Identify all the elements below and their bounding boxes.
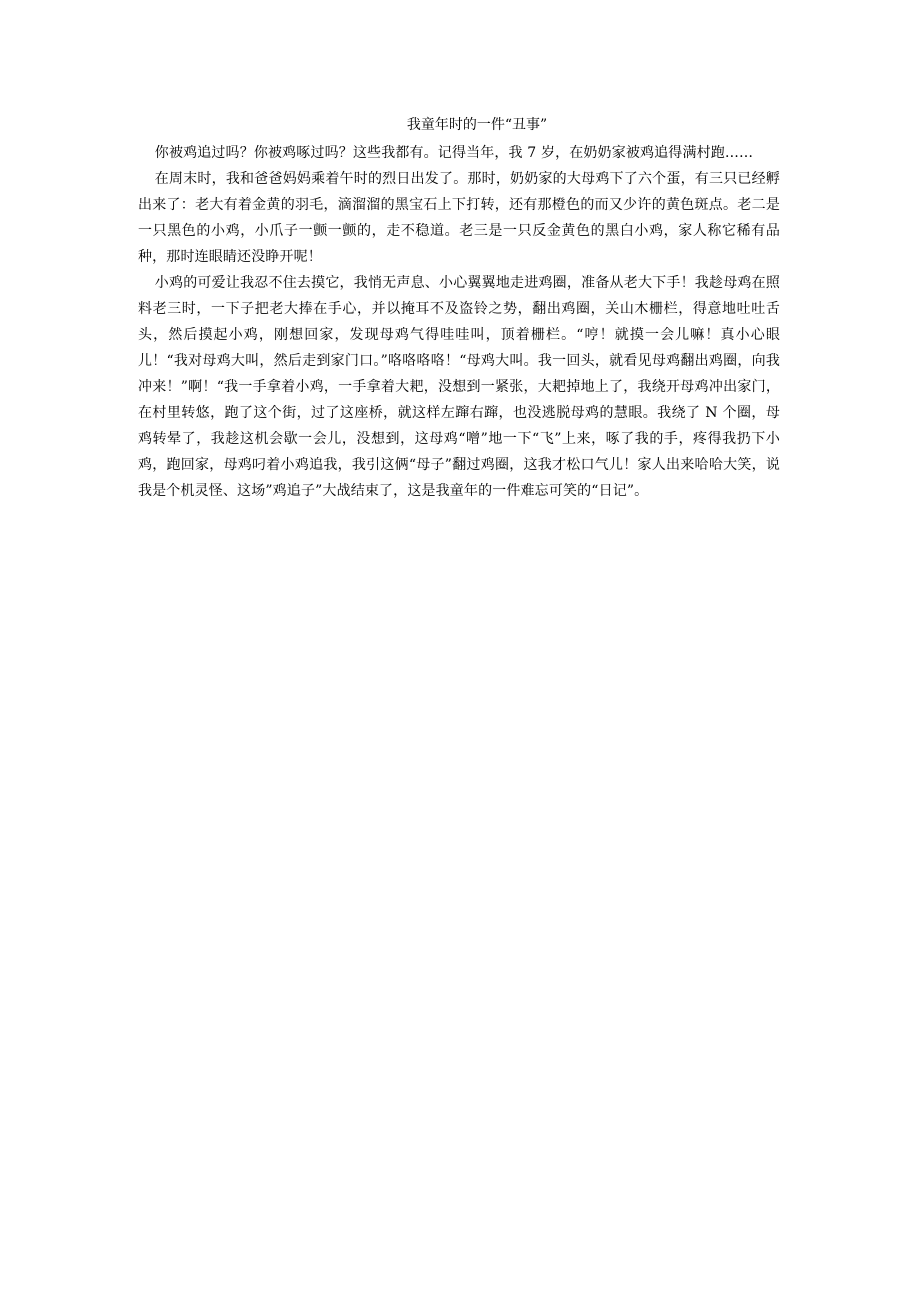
paragraph-intro: 你被鸡追过吗？你被鸡啄过吗？这些我都有。记得当年，我 7 岁，在奶奶家被鸡追得满村跑…… [154, 145, 754, 161]
document-title: 我童年时的一件“丑事” [406, 117, 548, 133]
paragraph-chase: 小鸡的可爱让我忍不住去摸它，我悄无声息、小心翼翼地走进鸡圈，准备从老大下手！我趁母鸡在照料老三时，一下子把老大捧在手心，并以掩耳不及盗铃之势，翻出鸡圈，关山木栅栏，得意地吐吐舌头，然后摸起小鸡，刚想回家，发现母鸡气得哇哇叫，顶着栅栏。“哼！就摸一会儿嘛！真小心眼儿！“我对母鸡大叫，然后走到家门口。”咯咯咯咯！“母鸡大叫。我一回头，就看见母鸡翻出鸡圈，向我冲来！”啊！“我一手拿着小鸡，一手拿着大耙，没想到一紧张，大耙掉地上了，我绕开母鸡冲出家门，在村里转悠，跑了这个街，过了这座桥，就这样左蹿右蹿，也没逃脱母鸡的慧眼。我绕了 N 个圈，母鸡转晕了，我趁这机会歇一会儿，没想到，这母鸡“噌”地一下“飞”上来，啄了我的手，疼得我扔下小鸡，跑回家，母鸡叼着小鸡追我，我引这俩“母子”翻过鸡圈，这我才松口气儿！家人出来哈哈大笑，说我是个机灵怪、这场”鸡追子”大战结束了，这是我童年的一件难忘可笑的“日记”。 [138, 275, 780, 499]
paragraph-chicks: 在周末时，我和爸爸妈妈乘着午时的烈日出发了。那时，奶奶家的大母鸡下了六个蛋，有三只已经孵出来了：老大有着金黄的羽毛，滴溜溜的黑宝石上下打转，还有那橙色的而又少许的黄色斑点。老二是一只黑色的小鸡，小爪子一颤一颤的，走不稳道。老三是一只反金黄色的黑白小鸡，家人称它稀有品种，那时连眼睛还没睁开呢！ [138, 171, 780, 265]
document-body [138, 112, 780, 504]
